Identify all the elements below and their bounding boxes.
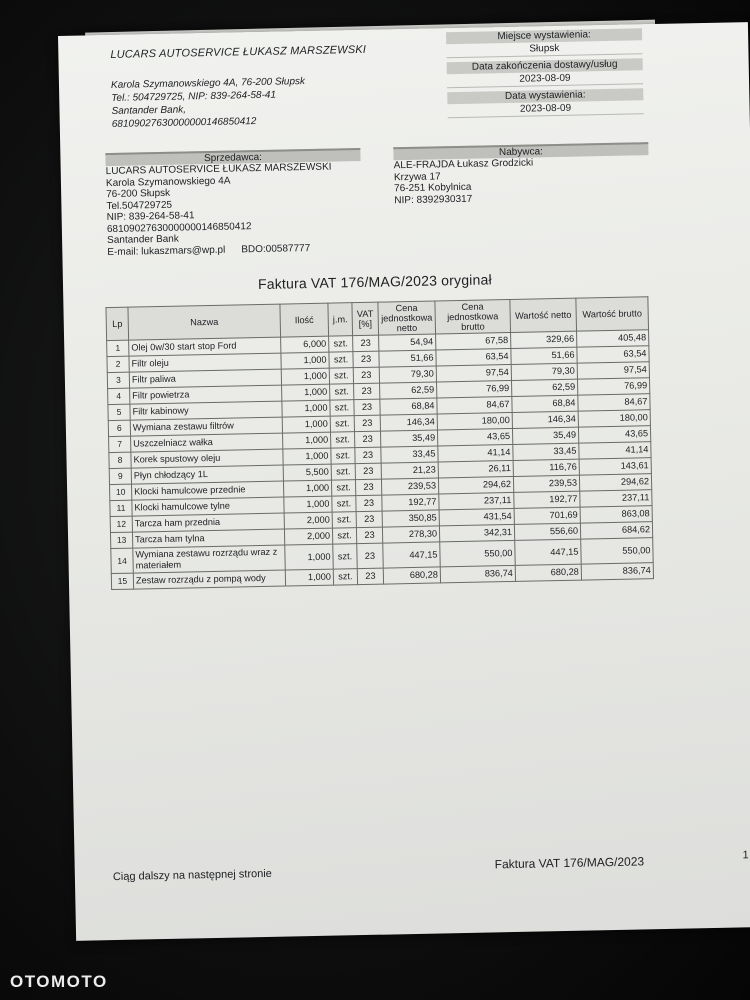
item-lp: 3	[107, 372, 129, 388]
item-qty: 1,000	[282, 384, 330, 401]
item-lp: 15	[111, 573, 133, 589]
item-gross-unit: 550,00	[440, 540, 515, 567]
continued-note: Ciąg dalszy na następnej stronie	[112, 867, 272, 884]
item-lp: 8	[109, 452, 131, 468]
item-net-unit: 54,94	[379, 334, 436, 351]
item-gross-unit: 180,00	[437, 412, 512, 430]
item-vat: 23	[356, 511, 382, 528]
item-gross-value: 294,62	[579, 474, 651, 491]
document-title: Faktura VAT 176/MAG/2023 oryginał	[257, 271, 492, 293]
item-vat: 23	[356, 495, 382, 512]
col-header-unit: j.m.	[328, 303, 353, 336]
item-vat: 23	[353, 367, 379, 384]
item-net-unit: 51,66	[379, 350, 436, 367]
item-vat: 23	[355, 479, 381, 496]
item-gross-value: 550,00	[581, 538, 653, 564]
item-net-value: 79,30	[511, 363, 577, 380]
watermark-brand: OTOMOTO	[10, 972, 108, 991]
item-qty: 1,000	[282, 400, 330, 417]
item-vat: 23	[356, 527, 382, 544]
item-lp: 5	[108, 404, 130, 420]
item-vat: 23	[357, 568, 383, 585]
item-unit: szt.	[330, 416, 354, 432]
item-net-unit: 33,45	[381, 446, 438, 463]
buyer-street: Krzywa 17	[393, 170, 441, 183]
item-gross-value: 143,61	[579, 458, 651, 475]
item-gross-value: 237,11	[580, 490, 652, 507]
item-unit: szt.	[333, 569, 357, 585]
header-seller-name: LUCARS AUTOSERVICE ŁUKASZ MARSZEWSKI	[110, 43, 367, 61]
item-name: Filtr powietrza	[130, 385, 282, 404]
item-qty: 6,000	[281, 336, 329, 353]
buyer-section	[393, 142, 649, 206]
item-gross-unit: 63,54	[436, 348, 511, 366]
item-vat: 23	[355, 463, 381, 480]
item-qty: 1,000	[281, 352, 329, 369]
item-lp: 1	[107, 340, 129, 356]
item-net-unit: 68,84	[380, 398, 437, 415]
item-net-value: 35,49	[512, 427, 578, 444]
item-net-value: 116,76	[513, 459, 579, 476]
item-lp: 9	[109, 468, 131, 484]
item-net-value: 146,34	[512, 411, 578, 428]
item-gross-value: 684,62	[580, 522, 652, 539]
item-name: Filtr kabinowy	[130, 401, 282, 420]
item-unit: szt.	[331, 448, 355, 464]
item-unit: szt.	[332, 528, 356, 544]
item-net-value: 51,66	[511, 347, 577, 364]
item-gross-unit: 76,99	[437, 380, 512, 398]
item-vat: 23	[355, 447, 381, 464]
item-qty: 2,000	[284, 512, 332, 529]
item-net-unit: 146,34	[380, 414, 437, 431]
item-unit: szt.	[331, 464, 355, 480]
item-unit: szt.	[329, 336, 353, 352]
item-name: Filtr paliwa	[129, 369, 281, 388]
col-header-net-unit: Cena jednostkowa netto	[378, 301, 436, 335]
item-name: Klocki hamulcowe przednie	[132, 481, 284, 500]
item-lp: 6	[108, 420, 130, 436]
item-gross-value: 84,67	[578, 394, 650, 411]
item-net-unit: 21,23	[381, 462, 438, 479]
item-net-value: 239,53	[513, 475, 579, 492]
item-qty: 1,000	[283, 448, 331, 465]
header-seller-block	[110, 44, 367, 131]
item-gross-unit: 836,74	[440, 565, 515, 583]
item-net-unit: 62,59	[380, 382, 437, 399]
item-name: Filtr oleju	[129, 353, 281, 372]
col-header-gross-unit: Cena jednostkowa brutto	[435, 299, 511, 333]
item-net-value: 556,60	[514, 523, 580, 540]
item-unit: szt.	[329, 368, 353, 384]
item-gross-value: 43,65	[578, 426, 650, 443]
seller-title: Sprzedawca:	[105, 148, 360, 166]
item-name: Olej 0w/30 start stop Ford	[129, 337, 281, 356]
item-name: Uszczelniacz wałka	[131, 433, 283, 452]
issue-date-label: Data wystawienia:	[447, 88, 643, 104]
item-lp: 2	[107, 356, 129, 372]
item-name: Tarcza ham tylna	[132, 529, 284, 548]
item-qty: 1,000	[282, 416, 330, 433]
item-gross-unit: 431,54	[439, 508, 514, 526]
buyer-name: ALE-FRAJDA Łukasz Grodzicki	[393, 157, 534, 172]
header-seller-account: 68109027630000000146850412	[111, 116, 257, 130]
item-gross-value: 97,54	[577, 362, 649, 379]
seller-bank: Santander Bank	[107, 233, 179, 247]
buyer-title: Nabywca:	[393, 142, 648, 160]
item-net-value: 329,66	[511, 331, 577, 348]
seller-street: Karola Szymanowskiego 4A	[105, 175, 231, 189]
item-net-value: 680,28	[515, 564, 581, 581]
item-unit: szt.	[330, 400, 354, 416]
col-header-net-value: Wartość netto	[510, 298, 577, 332]
otomoto-watermark	[10, 972, 108, 992]
item-vat: 23	[354, 431, 380, 448]
item-lp: 13	[110, 532, 132, 548]
item-qty: 1,000	[283, 480, 331, 497]
item-unit: szt.	[331, 432, 355, 448]
item-gross-value: 63,54	[577, 346, 649, 363]
item-gross-value: 41,14	[579, 442, 651, 459]
item-lp: 11	[110, 500, 132, 516]
item-gross-unit: 97,54	[436, 364, 511, 382]
item-net-unit: 278,30	[382, 526, 439, 543]
item-name: Wymiana zestawu rozrządu wraz z materiałem	[133, 545, 285, 573]
item-vat: 23	[353, 335, 379, 352]
item-net-value: 68,84	[512, 395, 578, 412]
item-net-value: 701,69	[514, 507, 580, 524]
col-header-gross-value: Wartość brutto	[576, 297, 649, 331]
item-net-unit: 35,49	[380, 430, 437, 447]
item-unit: szt.	[329, 352, 353, 368]
item-gross-unit: 67,58	[436, 332, 511, 350]
item-lp: 10	[110, 484, 132, 500]
item-gross-value: 405,48	[577, 330, 649, 347]
item-name: Tarcza ham przednia	[132, 513, 284, 532]
item-lp: 14	[111, 548, 133, 573]
item-gross-value: 863,08	[580, 506, 652, 523]
item-gross-value: 76,99	[577, 378, 649, 395]
header-seller-bank: Santander Bank,	[111, 104, 187, 117]
item-qty: 5,500	[283, 464, 331, 481]
header-seller-address: Karola Szymanowskiego 4A, 76-200 Słupsk	[110, 76, 306, 91]
item-gross-unit: 43,65	[437, 428, 512, 446]
header-seller-contact: Tel.: 504729725, NIP: 839-264-58-41	[111, 89, 277, 104]
seller-email: E-mail: lukaszmars@wp.pl	[107, 244, 226, 258]
item-unit: szt.	[333, 544, 357, 569]
item-net-unit: 680,28	[383, 567, 440, 584]
item-lp: 12	[110, 516, 132, 532]
place-value: Słupsk	[446, 40, 642, 58]
item-net-unit: 192,77	[382, 494, 439, 511]
item-net-value: 33,45	[513, 443, 579, 460]
item-qty: 1,000	[281, 368, 329, 385]
item-qty: 1,000	[283, 432, 331, 449]
issue-date-value: 2023-08-09	[447, 100, 643, 118]
item-unit: szt.	[330, 384, 354, 400]
item-gross-unit: 41,14	[438, 444, 513, 462]
col-header-qty: Ilość	[280, 303, 329, 337]
item-vat: 23	[357, 543, 383, 569]
item-net-unit: 239,53	[381, 478, 438, 495]
seller-bdo: BDO:00587777	[241, 242, 311, 255]
item-net-unit: 447,15	[383, 542, 440, 568]
place-label: Miejsce wystawienia:	[446, 28, 642, 44]
items-table-body	[107, 330, 654, 590]
col-header-vat: VAT [%]	[352, 302, 379, 336]
item-name: Wymiana zestawu filtrów	[130, 417, 282, 436]
invoice-info-box	[446, 28, 644, 118]
item-net-value: 447,15	[515, 539, 581, 565]
item-net-value: 192,77	[514, 491, 580, 508]
delivery-date-label: Data zakończenia dostawy/usług	[447, 58, 643, 74]
item-unit: szt.	[332, 496, 356, 512]
item-gross-value: 180,00	[578, 410, 650, 427]
invoice-page	[58, 22, 750, 941]
item-net-unit: 350,85	[382, 510, 439, 527]
footer-doc-ref: Faktura VAT 176/MAG/2023	[494, 854, 645, 872]
item-unit: szt.	[331, 480, 355, 496]
delivery-date-value: 2023-08-09	[447, 70, 643, 88]
seller-phone: Tel.504729725	[106, 199, 173, 212]
col-header-name: Nazwa	[128, 304, 281, 340]
seller-name: LUCARS AUTOSERVICE ŁUKASZ MARSZEWSKI	[105, 161, 332, 178]
item-qty: 1,000	[285, 569, 333, 586]
page-number: 1	[742, 849, 749, 862]
item-name: Płyn chłodzący 1L	[131, 465, 283, 484]
item-name: Zestaw rozrządu z pompą wody	[133, 570, 285, 589]
item-gross-unit: 237,11	[439, 492, 514, 510]
item-lp: 7	[109, 436, 131, 452]
item-vat: 23	[353, 351, 379, 368]
item-vat: 23	[354, 399, 380, 416]
item-name: Korek spustowy oleju	[131, 449, 283, 468]
item-gross-unit: 342,31	[439, 524, 514, 542]
item-qty: 1,000	[285, 544, 333, 570]
item-lp: 4	[108, 388, 130, 404]
item-gross-unit: 84,67	[437, 396, 512, 414]
seller-account: 68109027630000000146850412	[106, 220, 252, 235]
item-gross-unit: 26,11	[438, 460, 513, 478]
items-table	[105, 296, 654, 590]
item-name: Klocki hamulcowe tylne	[132, 497, 284, 516]
item-vat: 23	[354, 415, 380, 432]
col-header-lp: Lp	[106, 307, 129, 340]
seller-city: 76-200 Słupsk	[106, 187, 171, 201]
seller-section	[105, 148, 362, 258]
item-vat: 23	[354, 383, 380, 400]
item-net-value: 62,59	[512, 379, 578, 396]
seller-nip: NIP: 839-264-58-41	[106, 210, 195, 224]
item-qty: 1,000	[284, 496, 332, 513]
buyer-nip: NIP: 8392930317	[394, 193, 473, 206]
item-net-unit: 79,30	[379, 366, 436, 383]
item-unit: szt.	[332, 512, 356, 528]
item-gross-value: 836,74	[581, 563, 653, 580]
item-gross-unit: 294,62	[438, 476, 513, 494]
buyer-city: 76-251 Kobylnica	[394, 181, 472, 195]
item-qty: 2,000	[284, 528, 332, 545]
